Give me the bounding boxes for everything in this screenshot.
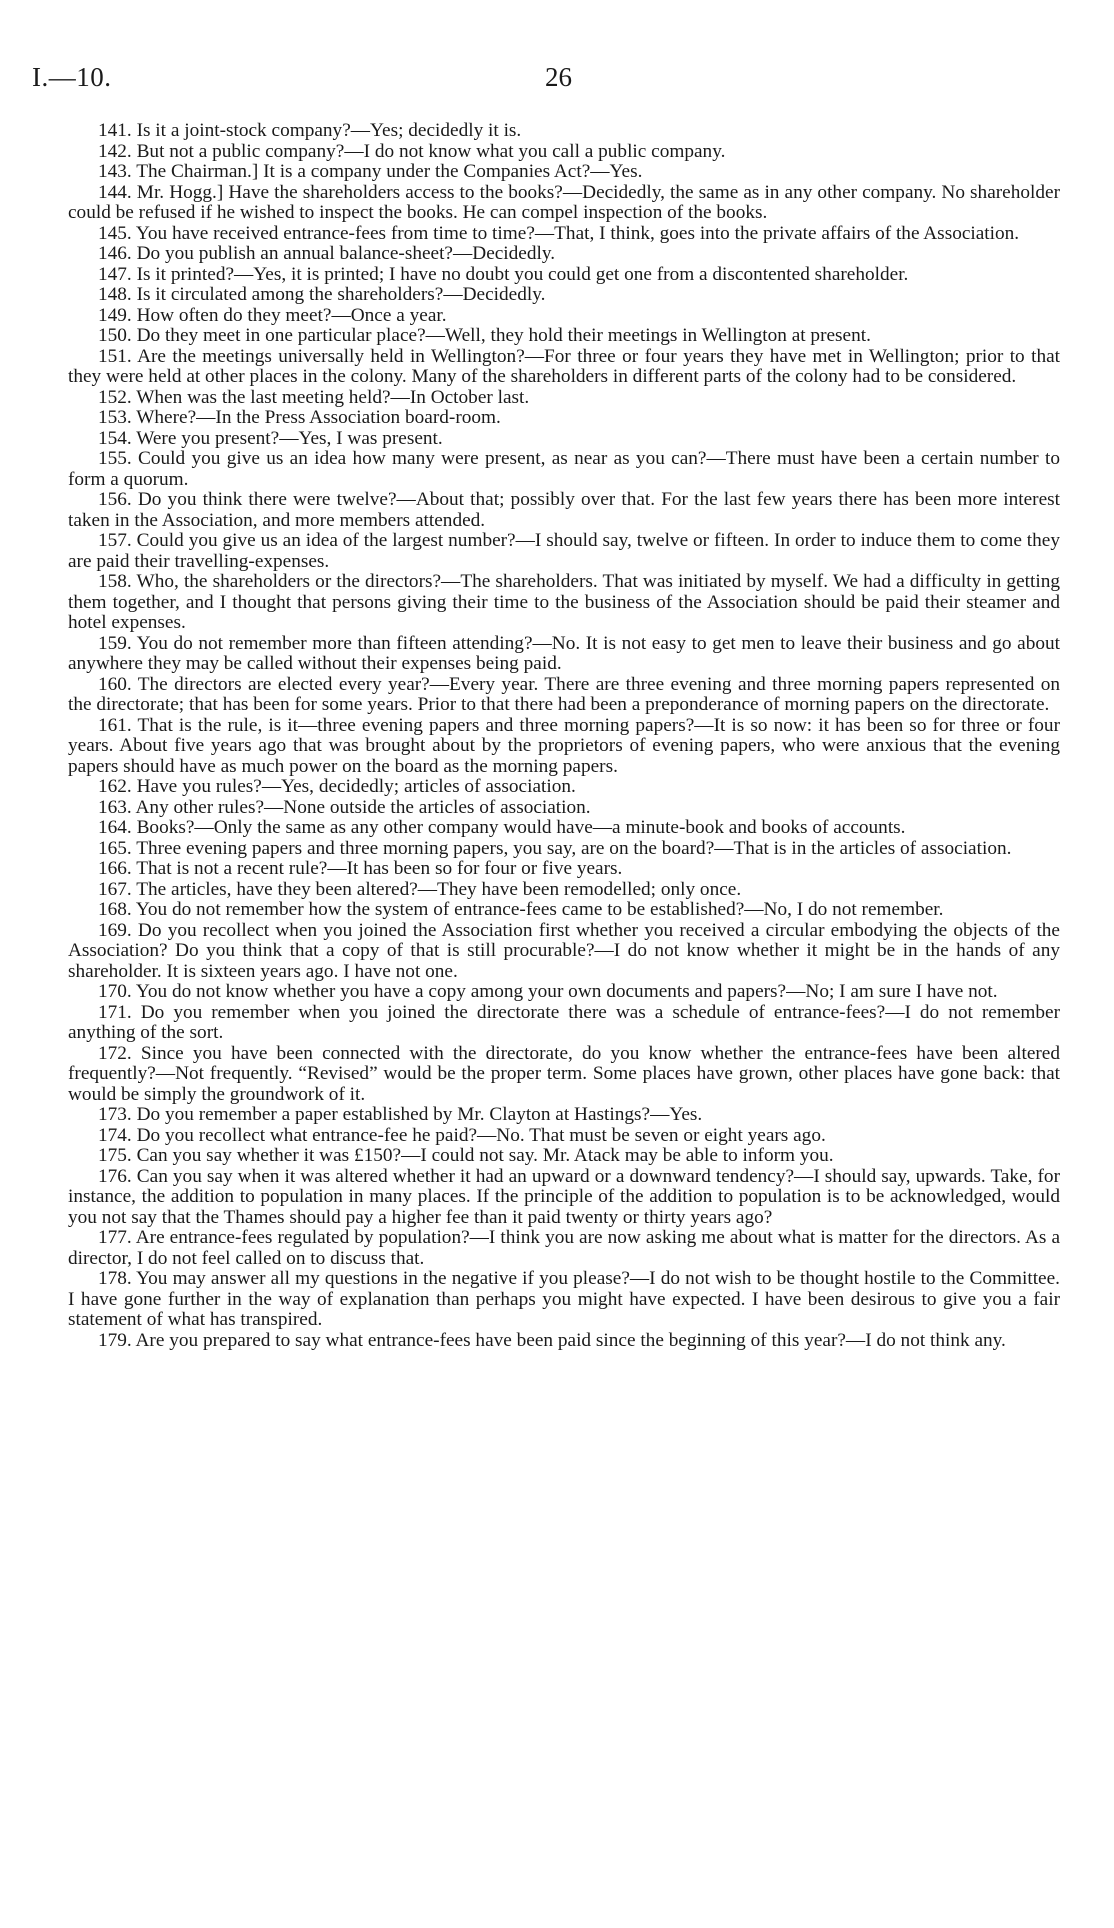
paragraph-142: 142. But not a public company?—I do not know what you call a public company.	[98, 140, 726, 162]
paragraph-151: 151. Are the meetings universally held in Wellington?—For three or four years they have met in Wellington; prior to that they were held at other places in the colony. Many of the shareholders in different parts of the colony had to be considered.	[68, 345, 1060, 387]
paragraph-156: 156. Do you think there were twelve?—About that; possibly over that. For the last few years there has been more interest taken in the Association, and more members attended.	[68, 489, 1060, 531]
paragraph-164: 164. Books?—Only the same as any other company would have—a minute-book and books of accounts.	[98, 817, 906, 838]
paragraph-179: 179. Are you prepared to say what entrance-fees have been paid since the beginning of this year?—I do not think any.	[98, 1329, 1006, 1351]
page-header	[0, 62, 1114, 102]
paragraph-176: 176. Can you say when it was altered whether it had an upward or a downward tendency?—I should say, upwards. Take, for instance, the addition to population in many places. If the principle of the addition to population is to be acknowledged, would you not say that the Thames should pay a higher fee than it paid twenty or thirty years ago?	[68, 1165, 1060, 1228]
paragraph-173: 173. Do you remember a paper established by Mr. Clayton at Hastings?—Yes.	[98, 1104, 703, 1125]
paragraph-153: 153. Where?—In the Press Association board-room.	[98, 407, 501, 428]
paragraph-165: 165. Three evening papers and three morning papers, you say, are on the board?—That is in the articles of association.	[98, 837, 1012, 859]
paragraph-154: 154. Were you present?—Yes, I was present.	[98, 427, 443, 449]
paragraph-145: 145. You have received entrance-fees from time to time?—That, I think, goes into the private affairs of the Association.	[98, 222, 1020, 244]
paragraph-178: 178. You may answer all my questions in the negative if you please?—I do not wish to be thought hostile to the Committee. I have gone further in the way of explanation than perhaps you might have expected. I have been desirous to give you a fair statement of what has transpired.	[68, 1268, 1060, 1330]
paragraph-172: 172. Since you have been connected with the directorate, do you know whether the entrance-fees have been altered frequently?—Not frequently. “Revised” would be the proper term. Some places have grown, other places have gone back: that would be simply the groundwork of it.	[68, 1042, 1060, 1105]
body-text	[68, 121, 1060, 1351]
paragraph-163: 163. Any other rules?—None outside the articles of association.	[98, 796, 591, 818]
paragraph-166: 166. That is not a recent rule?—It has been so for four or five years.	[98, 858, 623, 879]
paragraph-170: 170. You do not know whether you have a copy among your own documents and papers?—No; I am sure I have not.	[98, 981, 998, 1002]
paragraph-155: 155. Could you give us an idea how many were present, as near as you can?—There must have been a certain number to form a quorum.	[68, 448, 1060, 490]
paragraph-162: 162. Have you rules?—Yes, decidedly; articles of association.	[98, 776, 576, 797]
document-reference: I.—10.	[32, 62, 112, 92]
paragraph-141: 141. Is it a joint-stock company?—Yes; decidedly it is.	[98, 120, 522, 141]
paragraph-152: 152. When was the last meeting held?—In October last.	[98, 386, 530, 408]
paragraph-174: 174. Do you recollect what entrance-fee he paid?—No. That must be seven or eight years ago.	[98, 1124, 826, 1146]
paragraph-171: 171. Do you remember when you joined the directorate there was a schedule of entrance-fees?—I do not remember anything of the sort.	[68, 1001, 1060, 1043]
paragraph-150: 150. Do they meet in one particular place?—Well, they hold their meetings in Wellington at present.	[98, 325, 871, 346]
page-number: 26	[545, 62, 572, 92]
paragraph-148: 148. Is it circulated among the shareholders?—Decidedly.	[98, 284, 546, 305]
paragraph-169: 169. Do you recollect when you joined the Association first whether you received a circular embodying the objects of the Association? Do you think that a copy of that is still procurable?—I do not know whether it might be in the hands of any shareholder. It is sixteen years ago. I have not one.	[68, 919, 1060, 982]
paragraph-177: 177. Are entrance-fees regulated by population?—I think you are now asking me about what is matter for the directors. As a director, I do not feel called on to discuss that.	[68, 1227, 1060, 1269]
paragraph-161: 161. That is the rule, is it—three evening papers and three morning papers?—It is so now: it has been so for three or four years. About five years ago that was brought about by the proprietors of evening papers, who were anxious that the evening papers should have as much power on the board as the morning papers.	[68, 714, 1060, 777]
paragraph-147: 147. Is it printed?—Yes, it is printed; I have no doubt you could get one from a discontented shareholder.	[98, 263, 909, 285]
paragraph-158: 158. Who, the shareholders or the directors?—The shareholders. That was initiated by myself. We had a difficulty in getting them together, and I thought that persons giving their time to the business of the Association should be paid their steamer and hotel expenses.	[68, 571, 1060, 633]
paragraph-149: 149. How often do they meet?—Once a year.	[98, 304, 447, 326]
paragraph-168: 168. You do not remember how the system of entrance-fees came to be established?—No, I do not remember.	[98, 899, 944, 920]
paragraph-167: 167. The articles, have they been altered?—They have been remodelled; only once.	[98, 878, 742, 900]
paragraph-157: 157. Could you give us an idea of the largest number?—I should say, twelve or fifteen. In order to induce them to come they are paid their travelling-expenses.	[68, 530, 1060, 572]
paragraph-143: 143. The Chairman.] It is a company under the Companies Act?—Yes.	[98, 161, 643, 182]
paragraph-175: 175. Can you say whether it was £150?—I could not say. Mr. Atack may be able to inform you.	[98, 1145, 834, 1166]
paragraph-159: 159. You do not remember more than fifteen attending?—No. It is not easy to get men to leave their business and go about anywhere they may be called without their expenses being paid.	[68, 632, 1060, 674]
paragraph-160: 160. The directors are elected every year?—Every year. There are three evening and three morning papers represented on the directorate; that has been for some years. Prior to that there had been a preponderance of morning papers on the directorate.	[68, 673, 1060, 715]
paragraph-144: 144. Mr. Hogg.] Have the shareholders access to the books?—Decidedly, the same as in any other company. No shareholder could be refused if he wished to inspect the books. He can compel inspection of the books.	[68, 181, 1060, 223]
paragraph-146: 146. Do you publish an annual balance-sheet?—Decidedly.	[98, 243, 556, 264]
